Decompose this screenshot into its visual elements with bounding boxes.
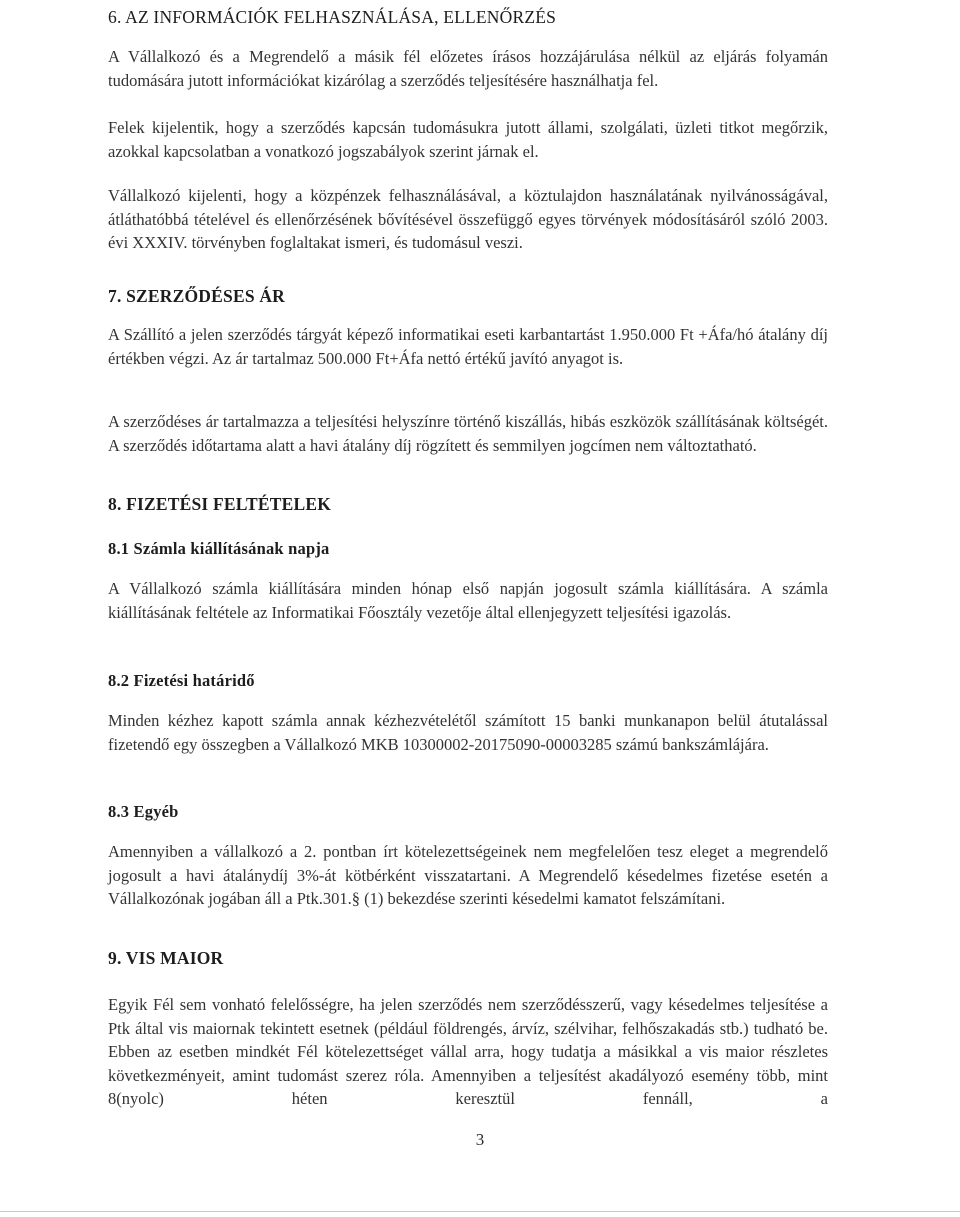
section-8-2-heading: 8.2 Fizetési határidő xyxy=(108,671,255,690)
section-6-paragraph-2: Felek kijelentik, hogy a szerződés kapcsán tudomásukra jutott állami, szolgálati, üzleti titkot megőrzik, azokkal kapcsolatban a vonatkozó jogszabályok szerint járnak el. xyxy=(108,118,828,161)
section-8-1-heading: 8.1 Számla kiállításának napja xyxy=(108,539,330,558)
section-8-3-text: Amennyiben a vállalkozó a 2. pontban írt kötelezettségeinek nem megfelelően tesz eleget a megrendelő jogosult a havi átalánydíj 3%-át kötbérként visszatartani. A Megrendelő késedelmes fizetése esetén a Vállalkozónak jogában áll a Ptk.301.§ (1) bekezdése szerinti késedelmi kamatot felszámítani. xyxy=(108,842,828,908)
section-6-paragraph-3: Vállalkozó kijelenti, hogy a közpénzek felhasználásával, a köztulajdon használatának nyilvánosságával, átláthatóbbá tételével és ellenőrzésének bővítésével összefüggő egyes törvények módosításáról szóló 2003. évi XXXIV. törvényben foglaltakat ismeri, és tudomásul veszi. xyxy=(108,186,828,252)
section-6-heading: 6. AZ INFORMÁCIÓK FELHASZNÁLÁSA, ELLENŐRZÉS xyxy=(108,7,557,27)
section-8-heading: 8. FIZETÉSI FELTÉTELEK xyxy=(108,494,332,514)
page-bottom-rule xyxy=(0,1211,960,1212)
section-8-2-text: Minden kézhez kapott számla annak kézhezvételétől számított 15 banki munkanapon belül átutalással fizetendő egy összegben a Vállalkozó MKB 10300002-20175090-00003285 számú bankszámlájára. xyxy=(108,711,828,754)
section-6-paragraph-1: A Vállalkozó és a Megrendelő a másik fél előzetes írásos hozzájárulása nélkül az eljárás folyamán tudomására jutott információkat kizárólag a szerződés teljesítésére használhatja fel. xyxy=(108,47,828,90)
page-number: 3 xyxy=(475,1130,485,1149)
section-8-3-heading: 8.3 Egyéb xyxy=(108,802,179,821)
section-9-paragraph-1: Egyik Fél sem vonható felelősségre, ha jelen szerződés nem szerződésszerű, vagy késedelmes teljesítése a Ptk által vis maiornak tekintett esetnek (például földrengés, árvíz, szélvihar, felhőszakadás stb.) tudható be. Ebben az esetben mindkét Fél kötelezettséget vállal arra, hogy tudatja a másikkal a vis maior részletes következményeit, amint tudomást szerez róla. Amennyiben a teljesítést akadályozó esemény több, mint 8(nyolc) héten keresztül fennáll, a xyxy=(108,995,828,1108)
section-8-1-text: A Vállalkozó számla kiállítására minden hónap első napján jogosult számla kiállítására. A számla kiállításának feltétele az Informatikai Főosztály vezetője által ellenjegyzett teljesítési igazolás. xyxy=(108,579,828,622)
section-9-heading: 9. VIS MAIOR xyxy=(108,948,224,968)
section-7-heading: 7. SZERZŐDÉSES ÁR xyxy=(108,286,285,306)
section-7-paragraph-2: A szerződéses ár tartalmazza a teljesítési helyszínre történő kiszállás, hibás eszközök szállításának költségét. A szerződés időtartama alatt a havi átalány díj rögzített és semmilyen jogcímen nem változtatható. xyxy=(108,412,828,455)
section-7-paragraph-1: A Szállító a jelen szerződés tárgyát képező informatikai eseti karbantartást 1.950.000 Ft +Áfa/hó átalány díj értékben végzi. Az ár tartalmaz 500.000 Ft+Áfa nettó értékű javító anyagot is. xyxy=(108,325,828,368)
